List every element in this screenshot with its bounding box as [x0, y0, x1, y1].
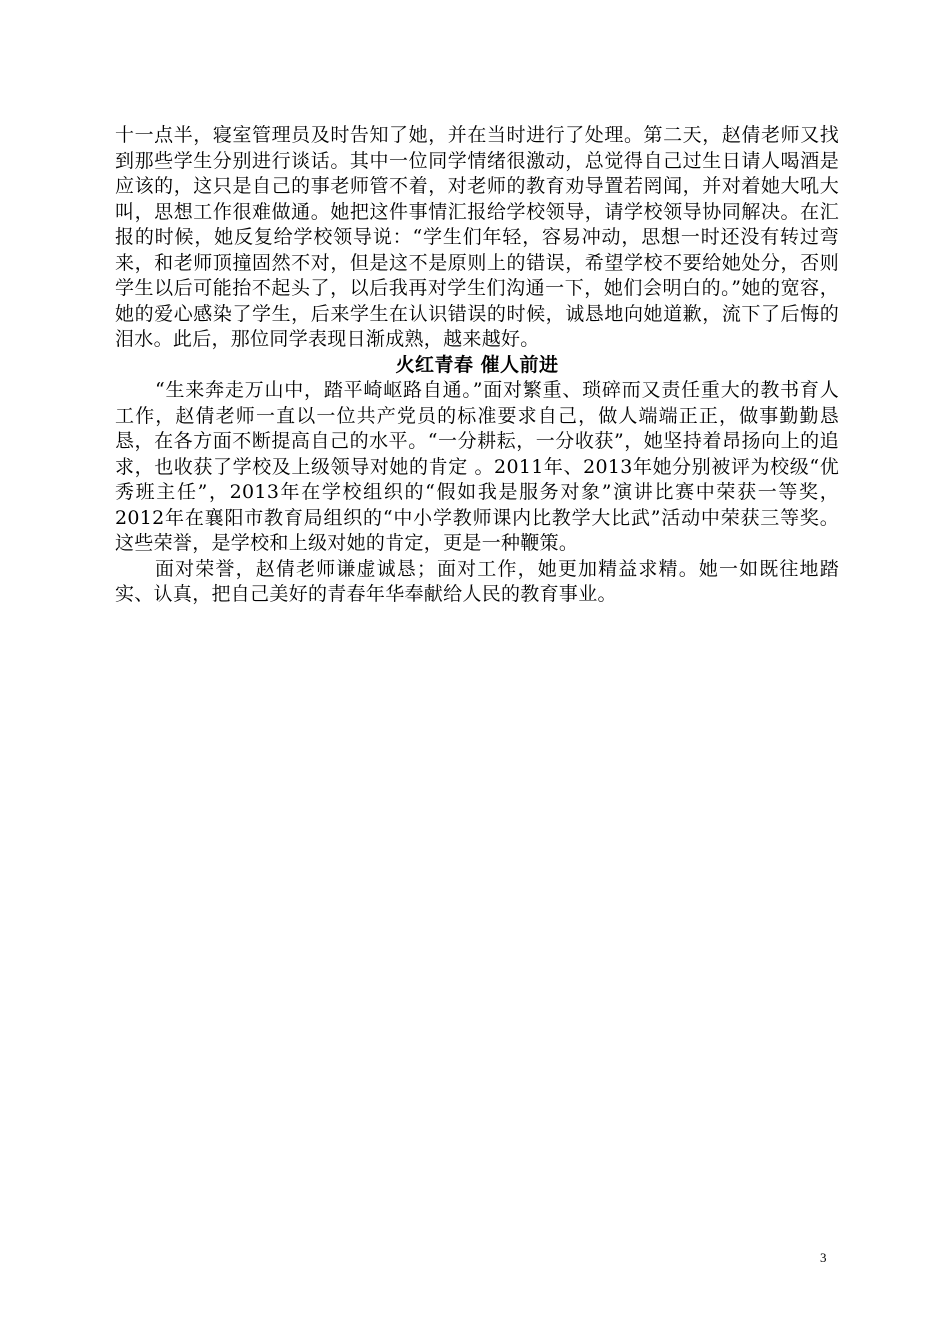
page-number: 3	[820, 1250, 827, 1265]
page-body	[115, 123, 839, 608]
body-paragraph: 面对荣誉，赵倩老师谦虚诚恳；面对工作，她更加精益求精。她一如既往地踏实、认真，把自己美好的青春年华奉献给人民的教育事业。	[115, 557, 839, 605]
section-heading: 火红青春 催人前进	[395, 353, 559, 376]
body-paragraph: “生来奔走万山中，踏平崎岖路自通。”面对繁重、琐碎而又责任重大的教书育人工作，赵倩老师一直以一位共产党员的标准要求自己，做人端端正正，做事勤勤恳恳，在各方面不断提高自己的水平。“一分耕耘，一分收获”，她坚持着昂扬向上的追求，也收获了学校及上级领导对她的肯定 。2011年、2013年她分别被评为校级“优秀班主任”，2013年在学校组织的“假如我是服务对象”演讲比赛中荣获一等奖，2012年在襄阳市教育局组织的“中小学教师课内比教学大比武”活动中荣获三等奖。这些荣誉，是学校和上级对她的肯定，更是一种鞭策。	[115, 379, 839, 554]
body-paragraph-continued: 十一点半，寝室管理员及时告知了她，并在当时进行了处理。第二天，赵倩老师又找到那些学生分别进行谈话。其中一位同学情绪很激动，总觉得自己过生日请人喝酒是应该的，这只是自己的事老师管不着，对老师的教育劝导置若罔闻，并对着她大吼大叫，思想工作很难做通。她把这件事情汇报给学校领导，请学校领导协同解决。在汇报的时候，她反复给学校领导说：“学生们年轻，容易冲动，思想一时还没有转过弯来，和老师顶撞固然不对，但是这不是原则上的错误，希望学校不要给她处分，否则学生以后可能抬不起头了，以后我再对学生们沟通一下，她们会明白的。”她的宽容，她的爱心感染了学生，后来学生在认识错误的时候，诚恳地向她道歉，流下了后悔的泪水。此后，那位同学表现日渐成熟，越来越好。	[115, 124, 839, 350]
